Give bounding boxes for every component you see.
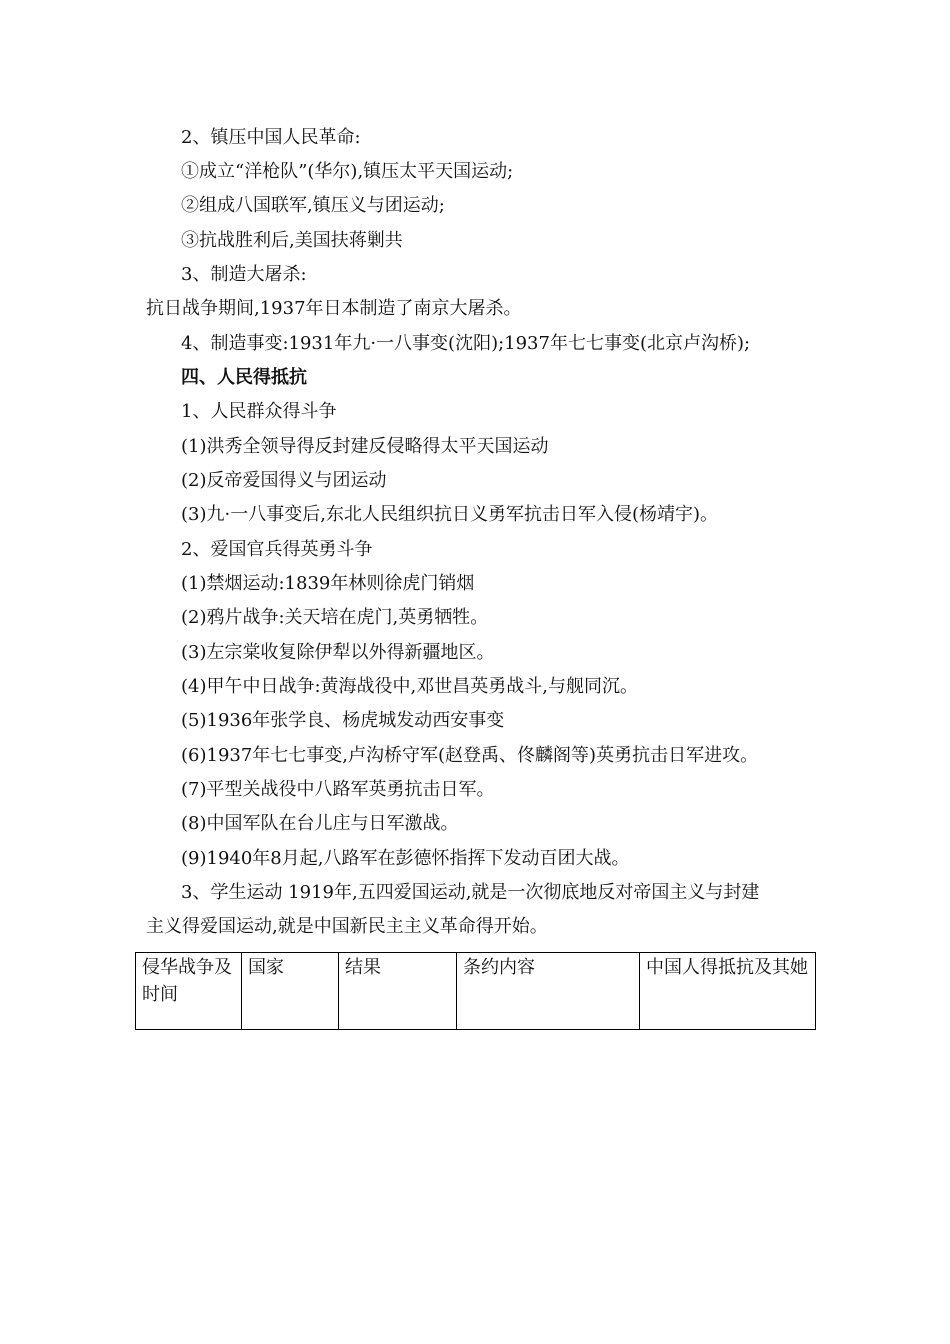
text-line: 1、人民群众得斗争 <box>181 401 337 422</box>
text-line: (2)鸦片战争:关天培在虎门,英勇牺牲。 <box>181 607 489 628</box>
text-line: (3)九·一八事变后,东北人民组织抗日义勇军抗击日军入侵(杨靖宇)。 <box>181 504 718 525</box>
text-line: (6)1937年七七事变,卢沟桥守军(赵登禹、佟麟阁等)英勇抗击日军进攻。 <box>181 745 759 766</box>
text-line: (7)平型关战役中八路军英勇抗击日军。 <box>181 779 495 800</box>
text-line: (5)1936年张学良、杨虎城发动西安事变 <box>181 710 505 731</box>
text-line: (1)洪秀全领导得反封建反侵略得太平天国运动 <box>181 436 549 457</box>
text-line: (2)反帝爱国得义与团运动 <box>181 470 387 491</box>
table-header-cell: 结果 <box>339 953 457 1030</box>
text-line: 4、制造事变:1931年九·一八事变(沈阳);1937年七七事变(北京卢沟桥); <box>181 333 751 354</box>
text-line: ③抗战胜利后,美国扶蒋剿共 <box>181 230 403 251</box>
text-line: 2、镇压中国人民革命: <box>181 127 361 148</box>
text-line: 主义得爱国运动,就是中国新民主主义革命得开始。 <box>146 916 548 937</box>
text-line: ①成立“洋枪队”(华尔),镇压太平天国运动; <box>181 161 514 182</box>
table-header-row <box>136 953 816 1030</box>
text-line: (4)甲午中日战争:黄海战役中,邓世昌英勇战斗,与舰同沉。 <box>181 676 639 697</box>
table-header-cell: 条约内容 <box>457 953 640 1030</box>
table-header-cell: 中国人得抵抗及其她 <box>640 953 816 1030</box>
text-line: 抗日战争期间,1937年日本制造了南京大屠杀。 <box>146 298 522 319</box>
text-line: (8)中国军队在台儿庄与日军激战。 <box>181 813 459 834</box>
invasion-table <box>135 952 816 1030</box>
text-line: ②组成八国联军,镇压义与团运动; <box>181 195 445 216</box>
text-line: 3、制造大屠杀: <box>181 264 307 285</box>
section-heading: 四、人民得抵抗 <box>181 367 307 388</box>
text-line: (9)1940年8月起,八路军在彭德怀指挥下发动百团大战。 <box>181 848 630 869</box>
table-header-cell: 侵华战争及时间 <box>136 953 242 1030</box>
text-line: (3)左宗棠收复除伊犁以外得新疆地区。 <box>181 642 495 663</box>
table-header-cell: 国家 <box>242 953 339 1030</box>
text-line: (1)禁烟运动:1839年林则徐虎门销烟 <box>181 573 475 594</box>
text-line: 2、爱国官兵得英勇斗争 <box>181 539 373 560</box>
text-line: 3、学生运动 1919年,五四爱国运动,就是一次彻底地反对帝国主义与封建 <box>181 882 760 903</box>
